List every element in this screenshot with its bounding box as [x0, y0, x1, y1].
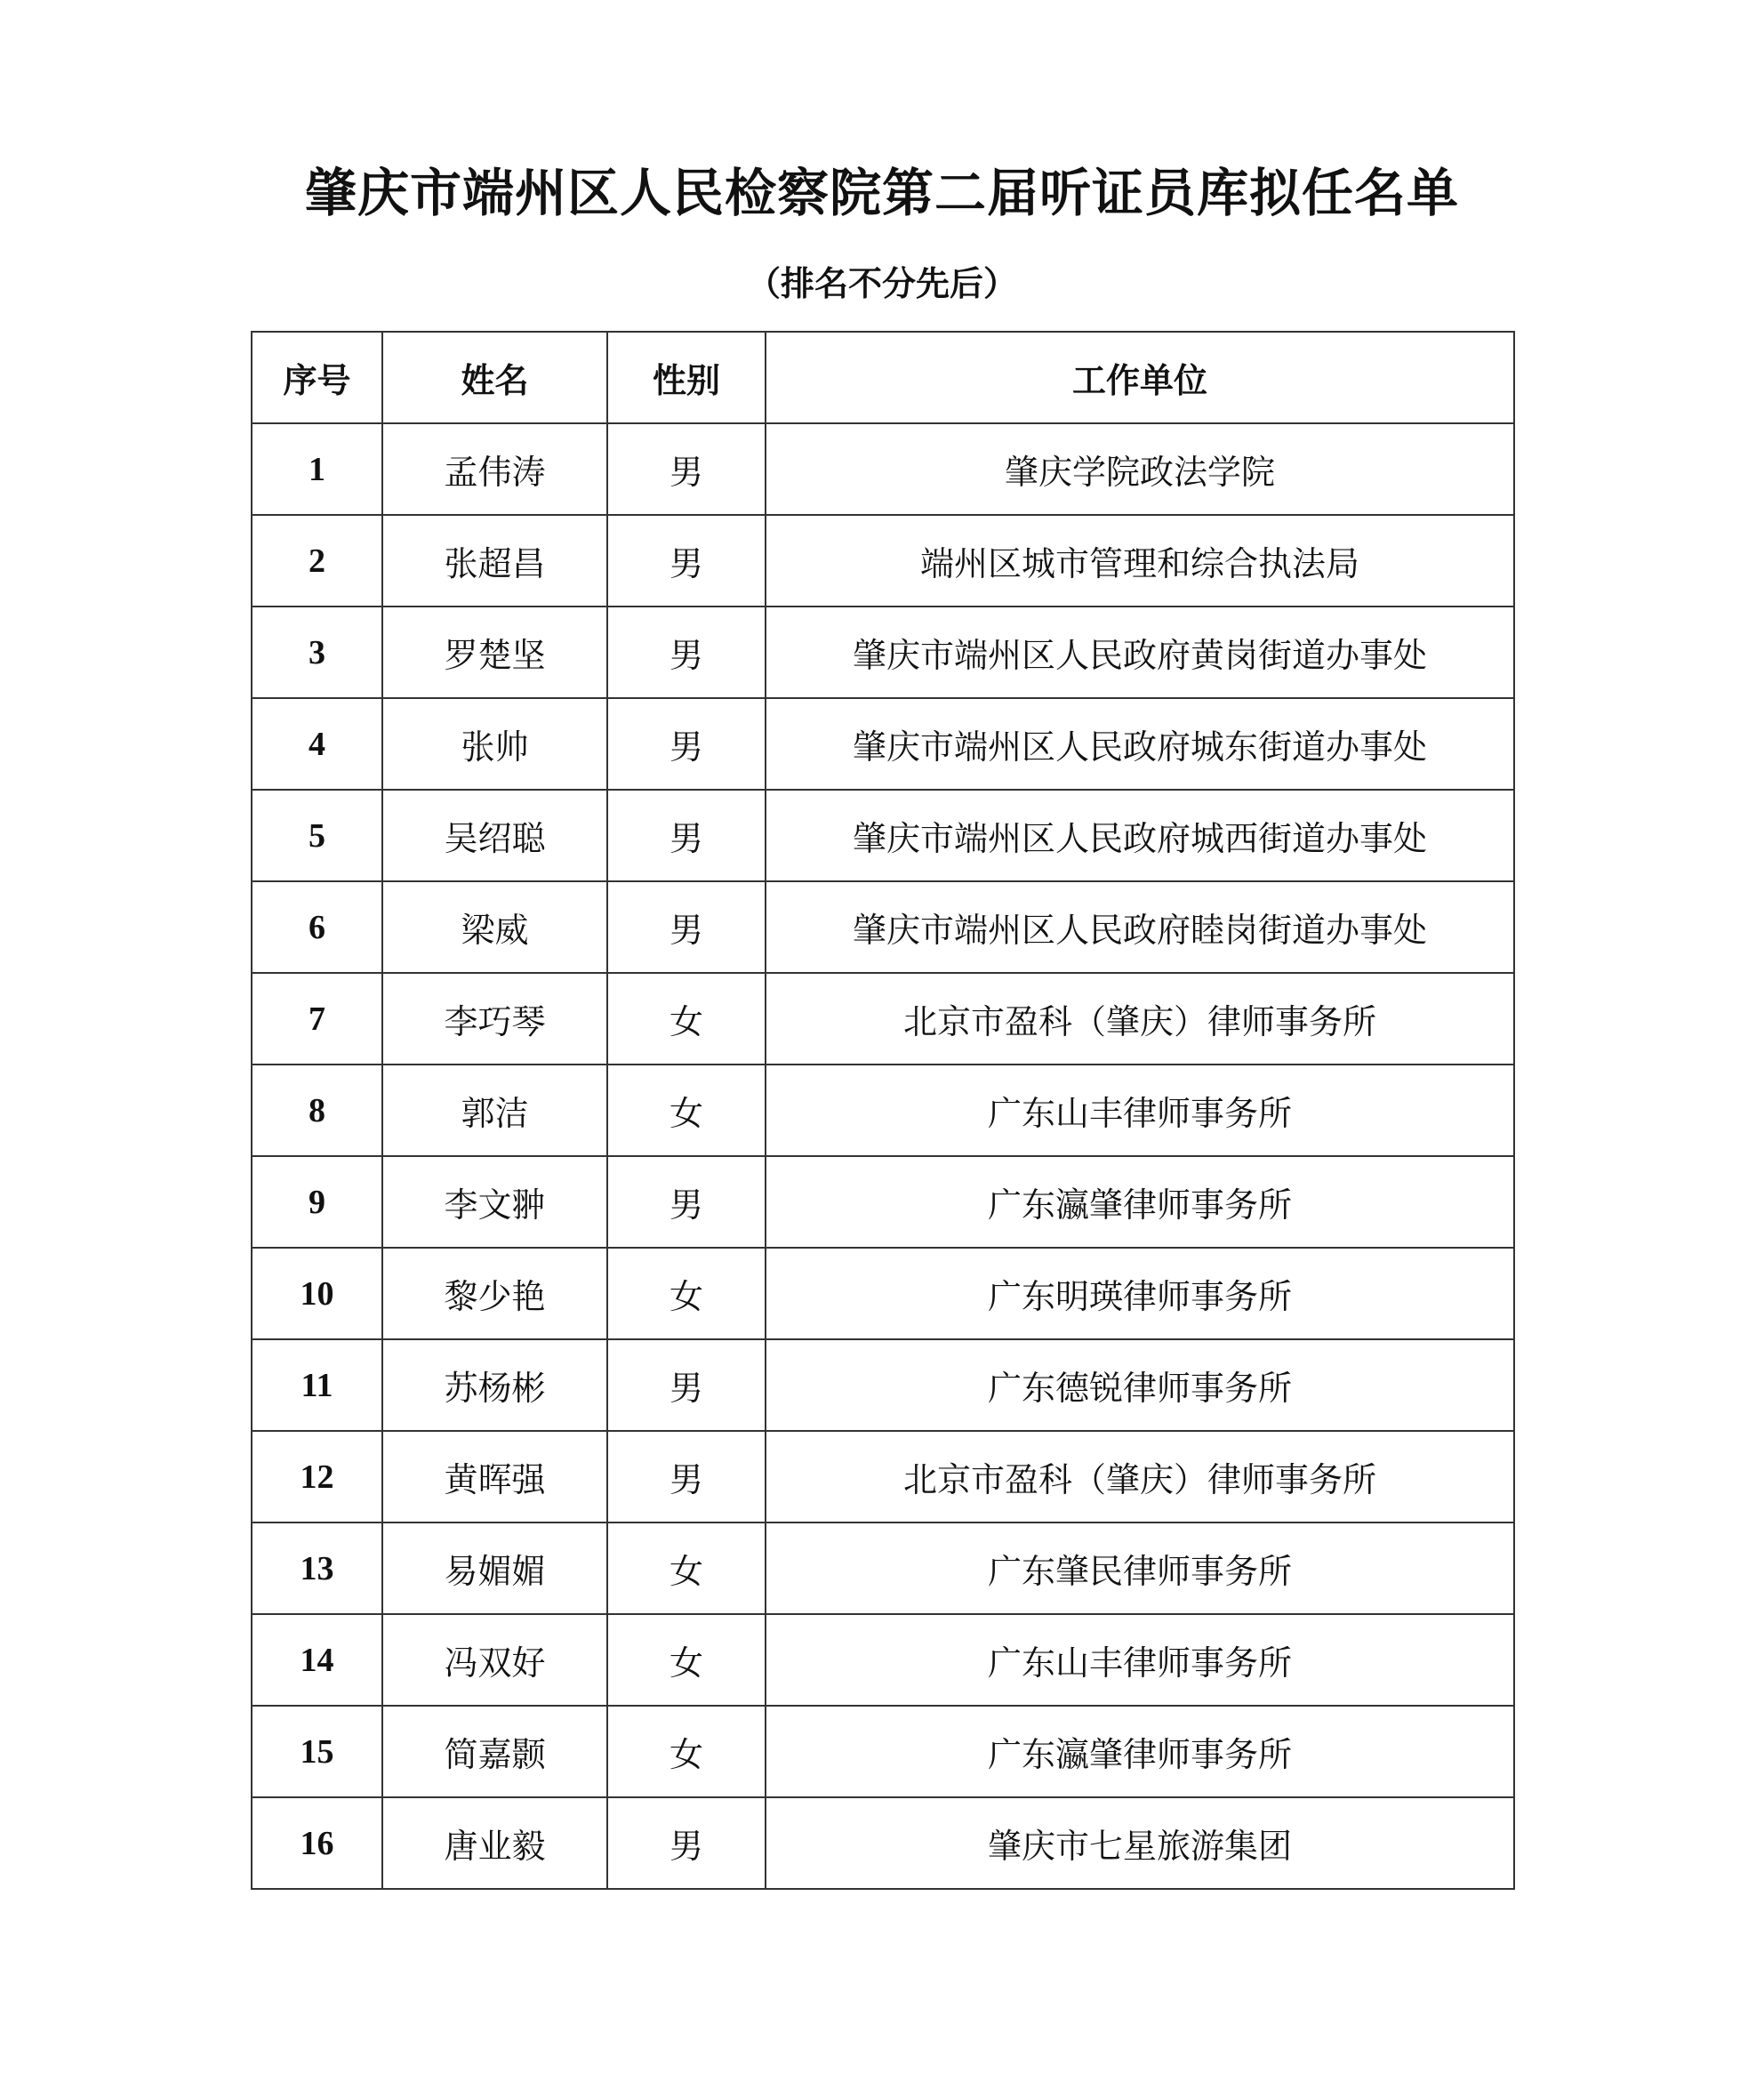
cell-no: 2	[252, 515, 382, 607]
header-gender: 性别	[607, 332, 766, 423]
roster-table	[251, 331, 1515, 1890]
cell-unit: 广东德锐律师事务所	[766, 1339, 1514, 1431]
cell-name: 李文翀	[382, 1156, 607, 1248]
cell-unit: 广东明瑛律师事务所	[766, 1248, 1514, 1339]
cell-unit: 广东肇民律师事务所	[766, 1523, 1514, 1614]
cell-name: 郭洁	[382, 1065, 607, 1156]
table-row	[252, 423, 1514, 515]
cell-no: 9	[252, 1156, 382, 1248]
cell-name: 简嘉颢	[382, 1706, 607, 1797]
page-subtitle: （排名不分先后）	[746, 263, 1017, 303]
table-row	[252, 1614, 1514, 1706]
cell-gender: 女	[607, 1523, 766, 1614]
cell-name: 吴绍聪	[382, 790, 607, 881]
cell-gender: 女	[607, 1614, 766, 1706]
table-row	[252, 1706, 1514, 1797]
table-row	[252, 1339, 1514, 1431]
cell-gender: 男	[607, 515, 766, 607]
cell-gender: 女	[607, 1248, 766, 1339]
table-header-row	[252, 332, 1514, 423]
cell-gender: 男	[607, 607, 766, 698]
cell-name: 孟伟涛	[382, 423, 607, 515]
cell-gender: 男	[607, 1339, 766, 1431]
table-row	[252, 1523, 1514, 1614]
cell-name: 张超昌	[382, 515, 607, 607]
cell-gender: 女	[607, 1065, 766, 1156]
cell-no: 14	[252, 1614, 382, 1706]
cell-unit: 肇庆市端州区人民政府睦岗街道办事处	[766, 881, 1514, 973]
table-row	[252, 1248, 1514, 1339]
roster-body	[252, 423, 1514, 1889]
cell-gender: 女	[607, 973, 766, 1065]
cell-unit: 肇庆市七星旅游集团	[766, 1797, 1514, 1889]
cell-unit: 肇庆学院政法学院	[766, 423, 1514, 515]
cell-unit: 北京市盈科（肇庆）律师事务所	[766, 1431, 1514, 1523]
header-no: 序号	[252, 332, 382, 423]
cell-no: 6	[252, 881, 382, 973]
table-row	[252, 515, 1514, 607]
table-row	[252, 698, 1514, 790]
table-row	[252, 1156, 1514, 1248]
cell-name: 李巧琴	[382, 973, 607, 1065]
cell-no: 12	[252, 1431, 382, 1523]
cell-gender: 男	[607, 698, 766, 790]
cell-name: 黄晖强	[382, 1431, 607, 1523]
cell-gender: 男	[607, 1431, 766, 1523]
cell-no: 11	[252, 1339, 382, 1431]
cell-unit: 广东山丰律师事务所	[766, 1065, 1514, 1156]
cell-name: 罗楚坚	[382, 607, 607, 698]
cell-name: 张帅	[382, 698, 607, 790]
cell-unit: 肇庆市端州区人民政府城西街道办事处	[766, 790, 1514, 881]
cell-unit: 广东山丰律师事务所	[766, 1614, 1514, 1706]
table-row	[252, 1431, 1514, 1523]
cell-no: 5	[252, 790, 382, 881]
cell-gender: 男	[607, 1156, 766, 1248]
cell-name: 唐业毅	[382, 1797, 607, 1889]
cell-unit: 肇庆市端州区人民政府城东街道办事处	[766, 698, 1514, 790]
cell-gender: 女	[607, 1706, 766, 1797]
cell-name: 苏杨彬	[382, 1339, 607, 1431]
cell-no: 16	[252, 1797, 382, 1889]
table-row	[252, 973, 1514, 1065]
cell-gender: 男	[607, 790, 766, 881]
table-row	[252, 790, 1514, 881]
cell-no: 15	[252, 1706, 382, 1797]
cell-gender: 男	[607, 881, 766, 973]
cell-name: 冯双好	[382, 1614, 607, 1706]
cell-no: 1	[252, 423, 382, 515]
cell-unit: 广东瀛肇律师事务所	[766, 1156, 1514, 1248]
page-title: 肇庆市端州区人民检察院第二届听证员库拟任名单	[304, 163, 1459, 223]
cell-no: 8	[252, 1065, 382, 1156]
table-row	[252, 881, 1514, 973]
header-name: 姓名	[382, 332, 607, 423]
cell-no: 10	[252, 1248, 382, 1339]
cell-gender: 男	[607, 1797, 766, 1889]
cell-unit: 北京市盈科（肇庆）律师事务所	[766, 973, 1514, 1065]
table-row	[252, 1797, 1514, 1889]
cell-unit: 肇庆市端州区人民政府黄岗街道办事处	[766, 607, 1514, 698]
table-row	[252, 607, 1514, 698]
cell-unit: 端州区城市管理和综合执法局	[766, 515, 1514, 607]
cell-name: 黎少艳	[382, 1248, 607, 1339]
cell-gender: 男	[607, 423, 766, 515]
header-unit: 工作单位	[766, 332, 1514, 423]
cell-no: 4	[252, 698, 382, 790]
cell-no: 3	[252, 607, 382, 698]
cell-no: 7	[252, 973, 382, 1065]
table-row	[252, 1065, 1514, 1156]
cell-name: 梁威	[382, 881, 607, 973]
cell-name: 易媚媚	[382, 1523, 607, 1614]
cell-unit: 广东瀛肇律师事务所	[766, 1706, 1514, 1797]
cell-no: 13	[252, 1523, 382, 1614]
